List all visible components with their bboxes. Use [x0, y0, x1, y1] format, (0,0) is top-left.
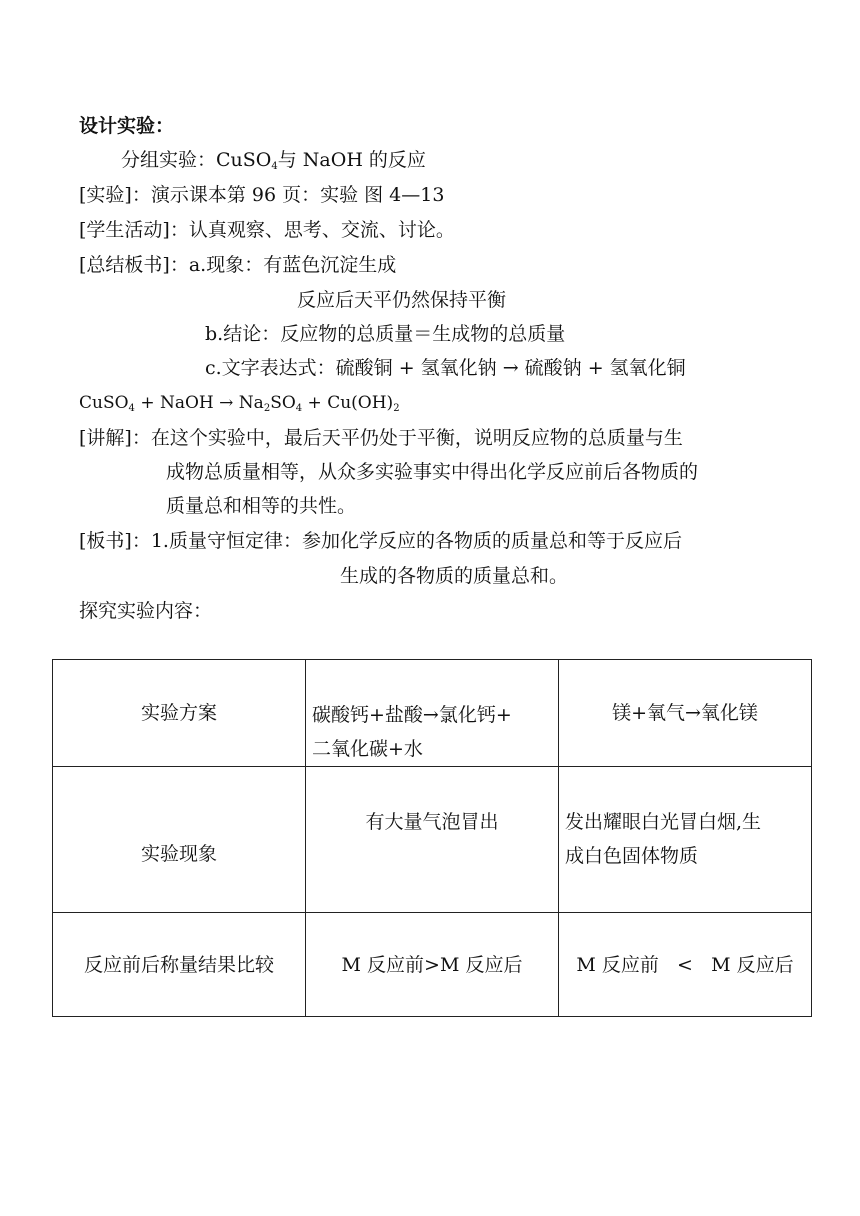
- experiment-table: [52, 659, 812, 1017]
- experiment-line: [实验]：演示课本第 96 页：实验 图 4—13: [79, 184, 445, 206]
- summary-phenomenon-2: 反应后天平仍然保持平衡: [297, 289, 507, 311]
- section-heading: 设计实验：: [79, 115, 175, 137]
- summary-line-a: [79, 253, 396, 277]
- table-row: [53, 913, 812, 1017]
- eq-part-4: + Cu(OH): [302, 393, 394, 413]
- summary-phenomenon: a.现象：有蓝色沉淀生成: [188, 254, 397, 276]
- plan-caco3-text: 碳酸钙+盐酸→氯化钙+ 二氧化碳+水: [312, 704, 512, 760]
- explore-label: 探究实验内容：: [79, 600, 213, 622]
- summary-conclusion: b.结论：反应物的总质量＝生成物的总质量: [205, 323, 566, 345]
- board-law-text-2: 生成的各物质的质量总和。: [340, 565, 569, 587]
- plan-mg-cell: 镁+氧气→氧化镁: [559, 660, 812, 767]
- explain-line-1: [79, 426, 683, 450]
- chemical-equation: [79, 391, 400, 421]
- board-label: [板书]：: [79, 530, 151, 552]
- summary-label: [总结板书]：: [79, 254, 189, 276]
- table-row: [53, 660, 812, 767]
- comparison-mg-cell: M 反应前 < M 反应后: [559, 913, 812, 1017]
- board-line-1: [79, 529, 682, 553]
- group-experiment-line: [121, 148, 426, 179]
- plan-caco3-cell: [306, 660, 559, 767]
- table-row: [53, 767, 812, 913]
- eq-part-3: SO: [270, 393, 296, 413]
- explain-text-3: 质量总和相等的共性。: [166, 495, 357, 517]
- explain-label: [讲解]：: [79, 427, 151, 449]
- eq-part-1: CuSO: [79, 393, 129, 413]
- row-header-plan: 实验方案: [53, 660, 306, 767]
- summary-word-equation: c.文字表达式：硫酸铜 + 氢氧化钠 → 硫酸钠 + 氢氧化铜: [205, 357, 686, 379]
- explain-text-2: 成物总质量相等，从众多实验事实中得出化学反应前后各物质的: [166, 461, 699, 483]
- phenomenon-mg-cell: [559, 767, 812, 913]
- student-activity-line: [学生活动]：认真观察、思考、交流、讨论。: [79, 219, 455, 241]
- eq-sub-2: 2: [263, 403, 271, 414]
- board-law-text: 1.质量守恒定律：参加化学反应的各物质的质量总和等于反应后: [150, 530, 682, 552]
- group-exp-subscript: 4: [271, 161, 278, 172]
- group-exp-prefix: 分组实验：CuSO: [121, 149, 272, 171]
- row-header-phenomenon: 实验现象: [53, 767, 306, 913]
- comparison-caco3-cell: M 反应前>M 反应后: [306, 913, 559, 1017]
- eq-sub-1: 4: [128, 403, 135, 414]
- group-exp-suffix: 与 NaOH 的反应: [277, 149, 426, 171]
- eq-part-2: + NaOH → Na: [134, 393, 264, 413]
- explain-text-1: 在这个实验中，最后天平仍处于平衡，说明反应物的总质量与生: [150, 427, 683, 449]
- eq-sub-3: 4: [295, 403, 303, 414]
- row-header-comparison: 反应前后称量结果比较: [53, 913, 306, 1017]
- eq-sub-4: 2: [393, 403, 400, 414]
- phenomenon-mg-text: 发出耀眼白光冒白烟,生 成白色固体物质: [565, 811, 762, 867]
- phenomenon-caco3-cell: 有大量气泡冒出: [306, 767, 559, 913]
